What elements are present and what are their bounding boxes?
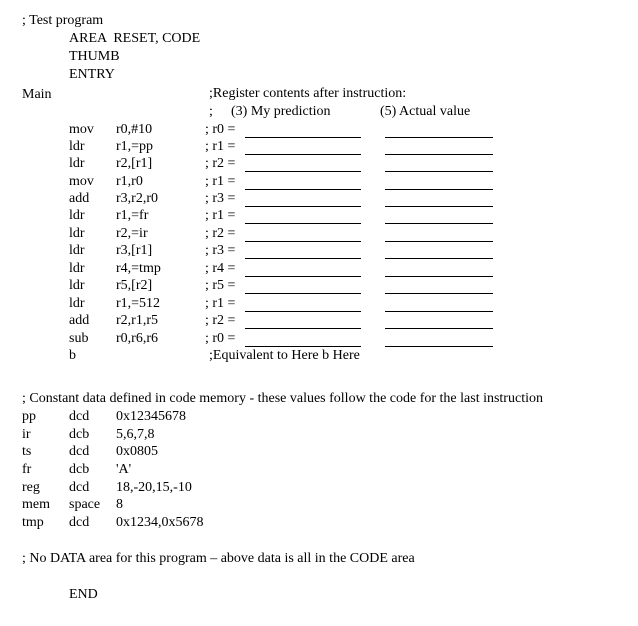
branch-comment: ;Equivalent to Here b Here	[209, 348, 360, 363]
instruction-args: r1,=pp	[116, 139, 154, 154]
instruction-op: ldr	[69, 139, 85, 154]
actual-blank[interactable]	[385, 189, 493, 190]
actual-blank[interactable]	[385, 223, 493, 224]
register-label: ; r1 =	[205, 174, 236, 189]
instruction-op: add	[69, 191, 90, 206]
instruction-args: r0,r6,r6	[116, 331, 158, 346]
register-label: ; r0 =	[205, 331, 236, 346]
instruction-args: r3,r2,r0	[116, 191, 158, 206]
prediction-header: (3) My prediction	[231, 104, 331, 119]
register-label: ; r1 =	[205, 139, 236, 154]
actual-blank[interactable]	[385, 137, 493, 138]
actual-blank[interactable]	[385, 241, 493, 242]
data-label: pp	[22, 409, 36, 424]
data-value: 0x1234,0x5678	[116, 515, 204, 530]
data-label: tmp	[22, 515, 44, 530]
prediction-blank[interactable]	[245, 241, 361, 242]
prediction-blank[interactable]	[245, 206, 361, 207]
actual-blank[interactable]	[385, 328, 493, 329]
prediction-blank[interactable]	[245, 311, 361, 312]
prediction-blank[interactable]	[245, 137, 361, 138]
prediction-blank[interactable]	[245, 346, 361, 347]
register-label: ; r2 =	[205, 156, 236, 171]
instruction-args: r0,#10	[116, 122, 153, 137]
register-label: ; r5 =	[205, 278, 236, 293]
actual-header: (5) Actual value	[380, 104, 471, 119]
prediction-blank[interactable]	[245, 293, 361, 294]
data-directive: dcb	[69, 462, 90, 477]
data-value: 8	[116, 497, 123, 512]
prediction-blank[interactable]	[245, 171, 361, 172]
instruction-args: r3,[r1]	[116, 243, 153, 258]
data-directive: dcb	[69, 427, 90, 442]
data-label: ir	[22, 427, 31, 442]
data-label: ts	[22, 444, 32, 459]
instruction-op: ldr	[69, 226, 85, 241]
register-label: ; r3 =	[205, 243, 236, 258]
directive-area: AREA RESET, CODE	[69, 31, 201, 46]
data-value: 18,-20,15,-10	[116, 480, 192, 495]
data-value: 0x0805	[116, 444, 158, 459]
prediction-blank[interactable]	[245, 189, 361, 190]
end-directive: END	[69, 587, 98, 602]
data-comment: ; Constant data defined in code memory - these values follow the code for the last instruction	[22, 391, 543, 406]
data-value: 5,6,7,8	[116, 427, 155, 442]
data-directive: dcd	[69, 515, 90, 530]
register-label: ; r4 =	[205, 261, 236, 276]
actual-blank[interactable]	[385, 258, 493, 259]
instruction-op: sub	[69, 331, 89, 346]
actual-blank[interactable]	[385, 311, 493, 312]
register-label: ; r0 =	[205, 122, 236, 137]
prediction-blank[interactable]	[245, 258, 361, 259]
actual-blank[interactable]	[385, 171, 493, 172]
actual-blank[interactable]	[385, 346, 493, 347]
instruction-op: ldr	[69, 243, 85, 258]
instruction-args: r1,=fr	[116, 208, 149, 223]
instruction-op: ldr	[69, 208, 85, 223]
instruction-args: r5,[r2]	[116, 278, 153, 293]
data-label: fr	[22, 462, 32, 477]
register-label: ; r2 =	[205, 226, 236, 241]
instruction-op: b	[69, 348, 76, 363]
main-label: Main	[22, 87, 52, 102]
data-directive: space	[69, 497, 101, 512]
data-label: mem	[22, 497, 50, 512]
register-label: ; r1 =	[205, 208, 236, 223]
data-directive: dcd	[69, 480, 90, 495]
register-label: ; r3 =	[205, 191, 236, 206]
actual-blank[interactable]	[385, 293, 493, 294]
instruction-args: r2,[r1]	[116, 156, 153, 171]
data-directive: dcd	[69, 444, 90, 459]
instruction-op: ldr	[69, 261, 85, 276]
instruction-args: r2,=ir	[116, 226, 148, 241]
prediction-blank[interactable]	[245, 328, 361, 329]
instruction-op: mov	[69, 174, 94, 189]
column-semicolon: ;	[209, 104, 213, 119]
instruction-op: ldr	[69, 296, 85, 311]
instruction-op: ldr	[69, 278, 85, 293]
data-directive: dcd	[69, 409, 90, 424]
directive-entry: ENTRY	[69, 67, 115, 82]
instruction-args: r4,=tmp	[116, 261, 161, 276]
prediction-blank[interactable]	[245, 276, 361, 277]
instruction-op: add	[69, 313, 90, 328]
actual-blank[interactable]	[385, 154, 493, 155]
data-value: 'A'	[116, 462, 132, 477]
register-label: ; r1 =	[205, 296, 236, 311]
instruction-op: ldr	[69, 156, 85, 171]
data-value: 0x12345678	[116, 409, 186, 424]
data-label: reg	[22, 480, 40, 495]
instruction-args: r1,=512	[116, 296, 161, 311]
prediction-blank[interactable]	[245, 154, 361, 155]
directive-thumb: THUMB	[69, 49, 120, 64]
footer-comment: ; No DATA area for this program – above data is all in the CODE area	[22, 551, 415, 566]
instruction-args: r1,r0	[116, 174, 143, 189]
prediction-blank[interactable]	[245, 223, 361, 224]
instruction-op: mov	[69, 122, 94, 137]
actual-blank[interactable]	[385, 276, 493, 277]
column-title: ;Register contents after instruction:	[209, 86, 407, 101]
instruction-args: r2,r1,r5	[116, 313, 158, 328]
header-comment: ; Test program	[22, 13, 104, 28]
register-label: ; r2 =	[205, 313, 236, 328]
actual-blank[interactable]	[385, 206, 493, 207]
